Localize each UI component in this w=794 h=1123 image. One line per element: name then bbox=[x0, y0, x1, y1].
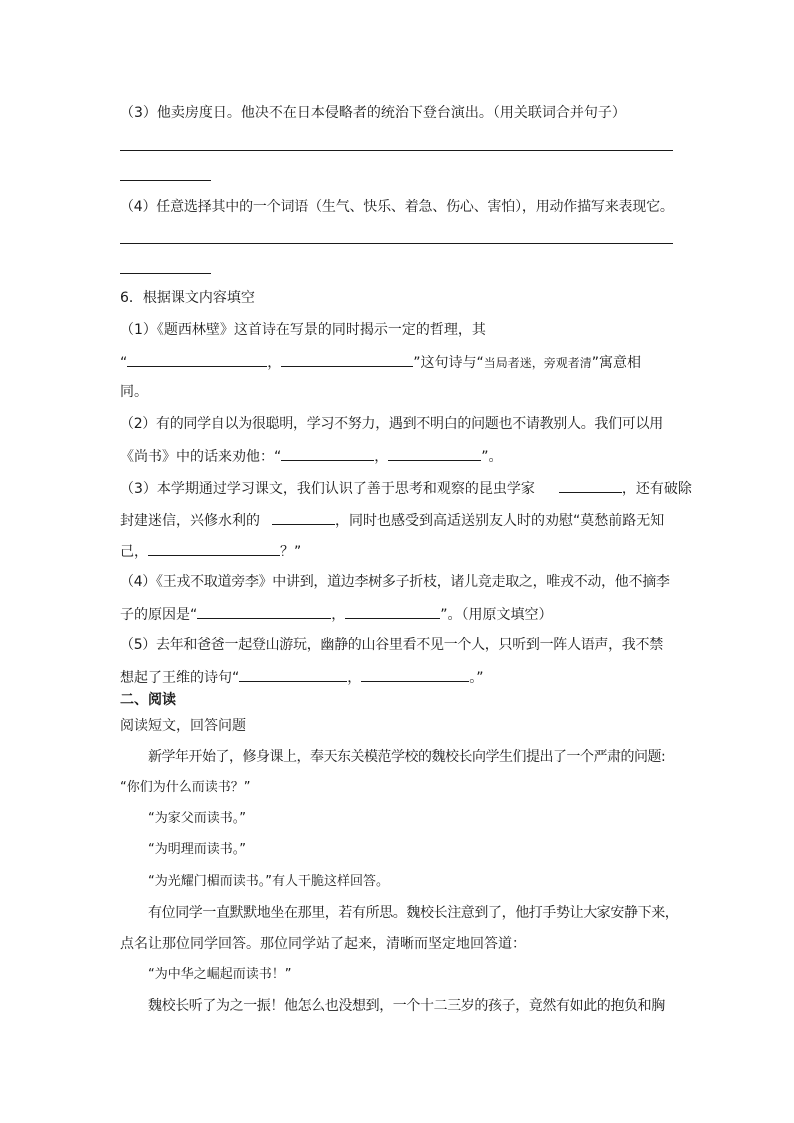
passage-line: “你们为什么而读书？” bbox=[120, 780, 251, 795]
passage-line: 新学年开始了，修身课上，奉天东关模范学校的魏校长向学生们提出了一个严肃的问题: bbox=[148, 749, 666, 765]
q6-p1-line2 bbox=[120, 351, 641, 373]
fill-blank[interactable] bbox=[197, 603, 331, 619]
comma: ， bbox=[267, 355, 282, 371]
fill-blank[interactable] bbox=[281, 445, 374, 461]
fill-blank[interactable] bbox=[127, 351, 267, 367]
fill-blank[interactable] bbox=[239, 666, 347, 682]
quoted-phrase: 当局者迷，旁观者清 bbox=[483, 356, 592, 370]
section-heading: 二、阅读 bbox=[120, 692, 176, 708]
q6-p1-line1: （1）《题西林壁》这首诗在写景的同时揭示一定的哲理，其 bbox=[120, 322, 486, 338]
q6-p2-line2 bbox=[120, 445, 503, 467]
passage-line: “为光耀门楣而读书。”有人干脆这样回答。 bbox=[148, 874, 389, 889]
fill-blank[interactable] bbox=[148, 540, 280, 556]
passage-line: “为家父而读书。” bbox=[148, 811, 246, 826]
comma: ， bbox=[347, 670, 362, 686]
question-4-text: （4）任意选择其中的一个词语（生气、快乐、着急、伤心、害怕），用动作描写来表现它。 bbox=[120, 199, 674, 215]
text-segment: ？” bbox=[280, 544, 302, 560]
q6-p4-line2 bbox=[120, 603, 553, 625]
text-segment: 《尚书》中的话来劝他：“ bbox=[120, 449, 282, 465]
question-3-text: （3）他卖房度日。他决不在日本侵略者的统治下登台演出。（用关联词合并句子） bbox=[120, 105, 626, 121]
text-segment: 子的原因是“ bbox=[120, 607, 198, 623]
fill-blank[interactable] bbox=[345, 603, 440, 619]
fill-blank[interactable] bbox=[281, 351, 413, 367]
text-segment: 封建迷信，兴修水利的 bbox=[120, 513, 260, 529]
passage-line: 有位同学一直默默地坐在那里，若有所思。魏校长注意到了，他打手势让大家安静下来， bbox=[148, 905, 679, 921]
fill-blank[interactable] bbox=[559, 477, 622, 493]
text-segment: ”寓意相 bbox=[591, 355, 642, 371]
text-segment: ，还有破除 bbox=[621, 481, 692, 497]
q6-p3-line3 bbox=[120, 540, 301, 562]
answer-line[interactable] bbox=[120, 243, 673, 244]
q6-p3-line1 bbox=[120, 477, 692, 499]
comma: ， bbox=[331, 607, 346, 623]
comma: ， bbox=[374, 449, 389, 465]
q6-p2-line1: （2）有的同学自以为很聪明，学习不努力，遇到不明白的问题也不请教别人。我们可以用 bbox=[120, 416, 663, 432]
reading-instruction: 阅读短文，回答问题 bbox=[120, 718, 246, 734]
q6-p1-line3: 同。 bbox=[120, 384, 148, 400]
text-segment: ”。（用原文填空） bbox=[440, 607, 553, 623]
passage-line: “为明理而读书。” bbox=[148, 842, 246, 857]
answer-line[interactable] bbox=[120, 150, 673, 151]
text-segment: 。” bbox=[469, 670, 484, 686]
fill-blank[interactable] bbox=[272, 509, 335, 525]
question-6-title: 6．根据课文内容填空 bbox=[120, 290, 255, 306]
text-segment: ”。 bbox=[481, 449, 503, 465]
passage-line: 魏校长听了为之一振！他怎么也没想到，一个十二三岁的孩子，竟然有如此的抱负和胸 bbox=[148, 998, 665, 1014]
open-quote: “ bbox=[120, 355, 128, 371]
text-segment: ，同时也感受到高适送别友人时的劝慰“莫愁前路无知 bbox=[335, 513, 665, 529]
fill-blank[interactable] bbox=[388, 445, 481, 461]
text-segment: 想起了王维的诗句“ bbox=[120, 670, 240, 686]
text-segment: 己， bbox=[120, 544, 148, 560]
answer-line[interactable] bbox=[120, 273, 211, 274]
text-segment: （3）本学期通过学习课文，我们认识了善于思考和观察的昆虫学家 bbox=[120, 481, 535, 497]
q6-p4-line1: （4）《王戎不取道旁李》中讲到，道边李树多子折枝，诸儿竞走取之，唯戎不动，他不摘李 bbox=[120, 574, 670, 590]
q6-p3-line2 bbox=[120, 509, 664, 531]
passage-line: “为中华之崛起而读书！” bbox=[148, 967, 292, 982]
text-segment: ”这句诗与“ bbox=[413, 355, 484, 371]
answer-line[interactable] bbox=[120, 180, 211, 181]
fill-blank[interactable] bbox=[361, 666, 469, 682]
q6-p5-line1: （5）去年和爸爸一起登山游玩，幽静的山谷里看不见一个人，只听到一阵人语声，我不禁 bbox=[120, 637, 663, 653]
passage-line: 点名让那位同学回答。那位同学站了起来，清晰而坚定地回答道： bbox=[120, 936, 526, 952]
q6-p5-line2 bbox=[120, 666, 484, 688]
